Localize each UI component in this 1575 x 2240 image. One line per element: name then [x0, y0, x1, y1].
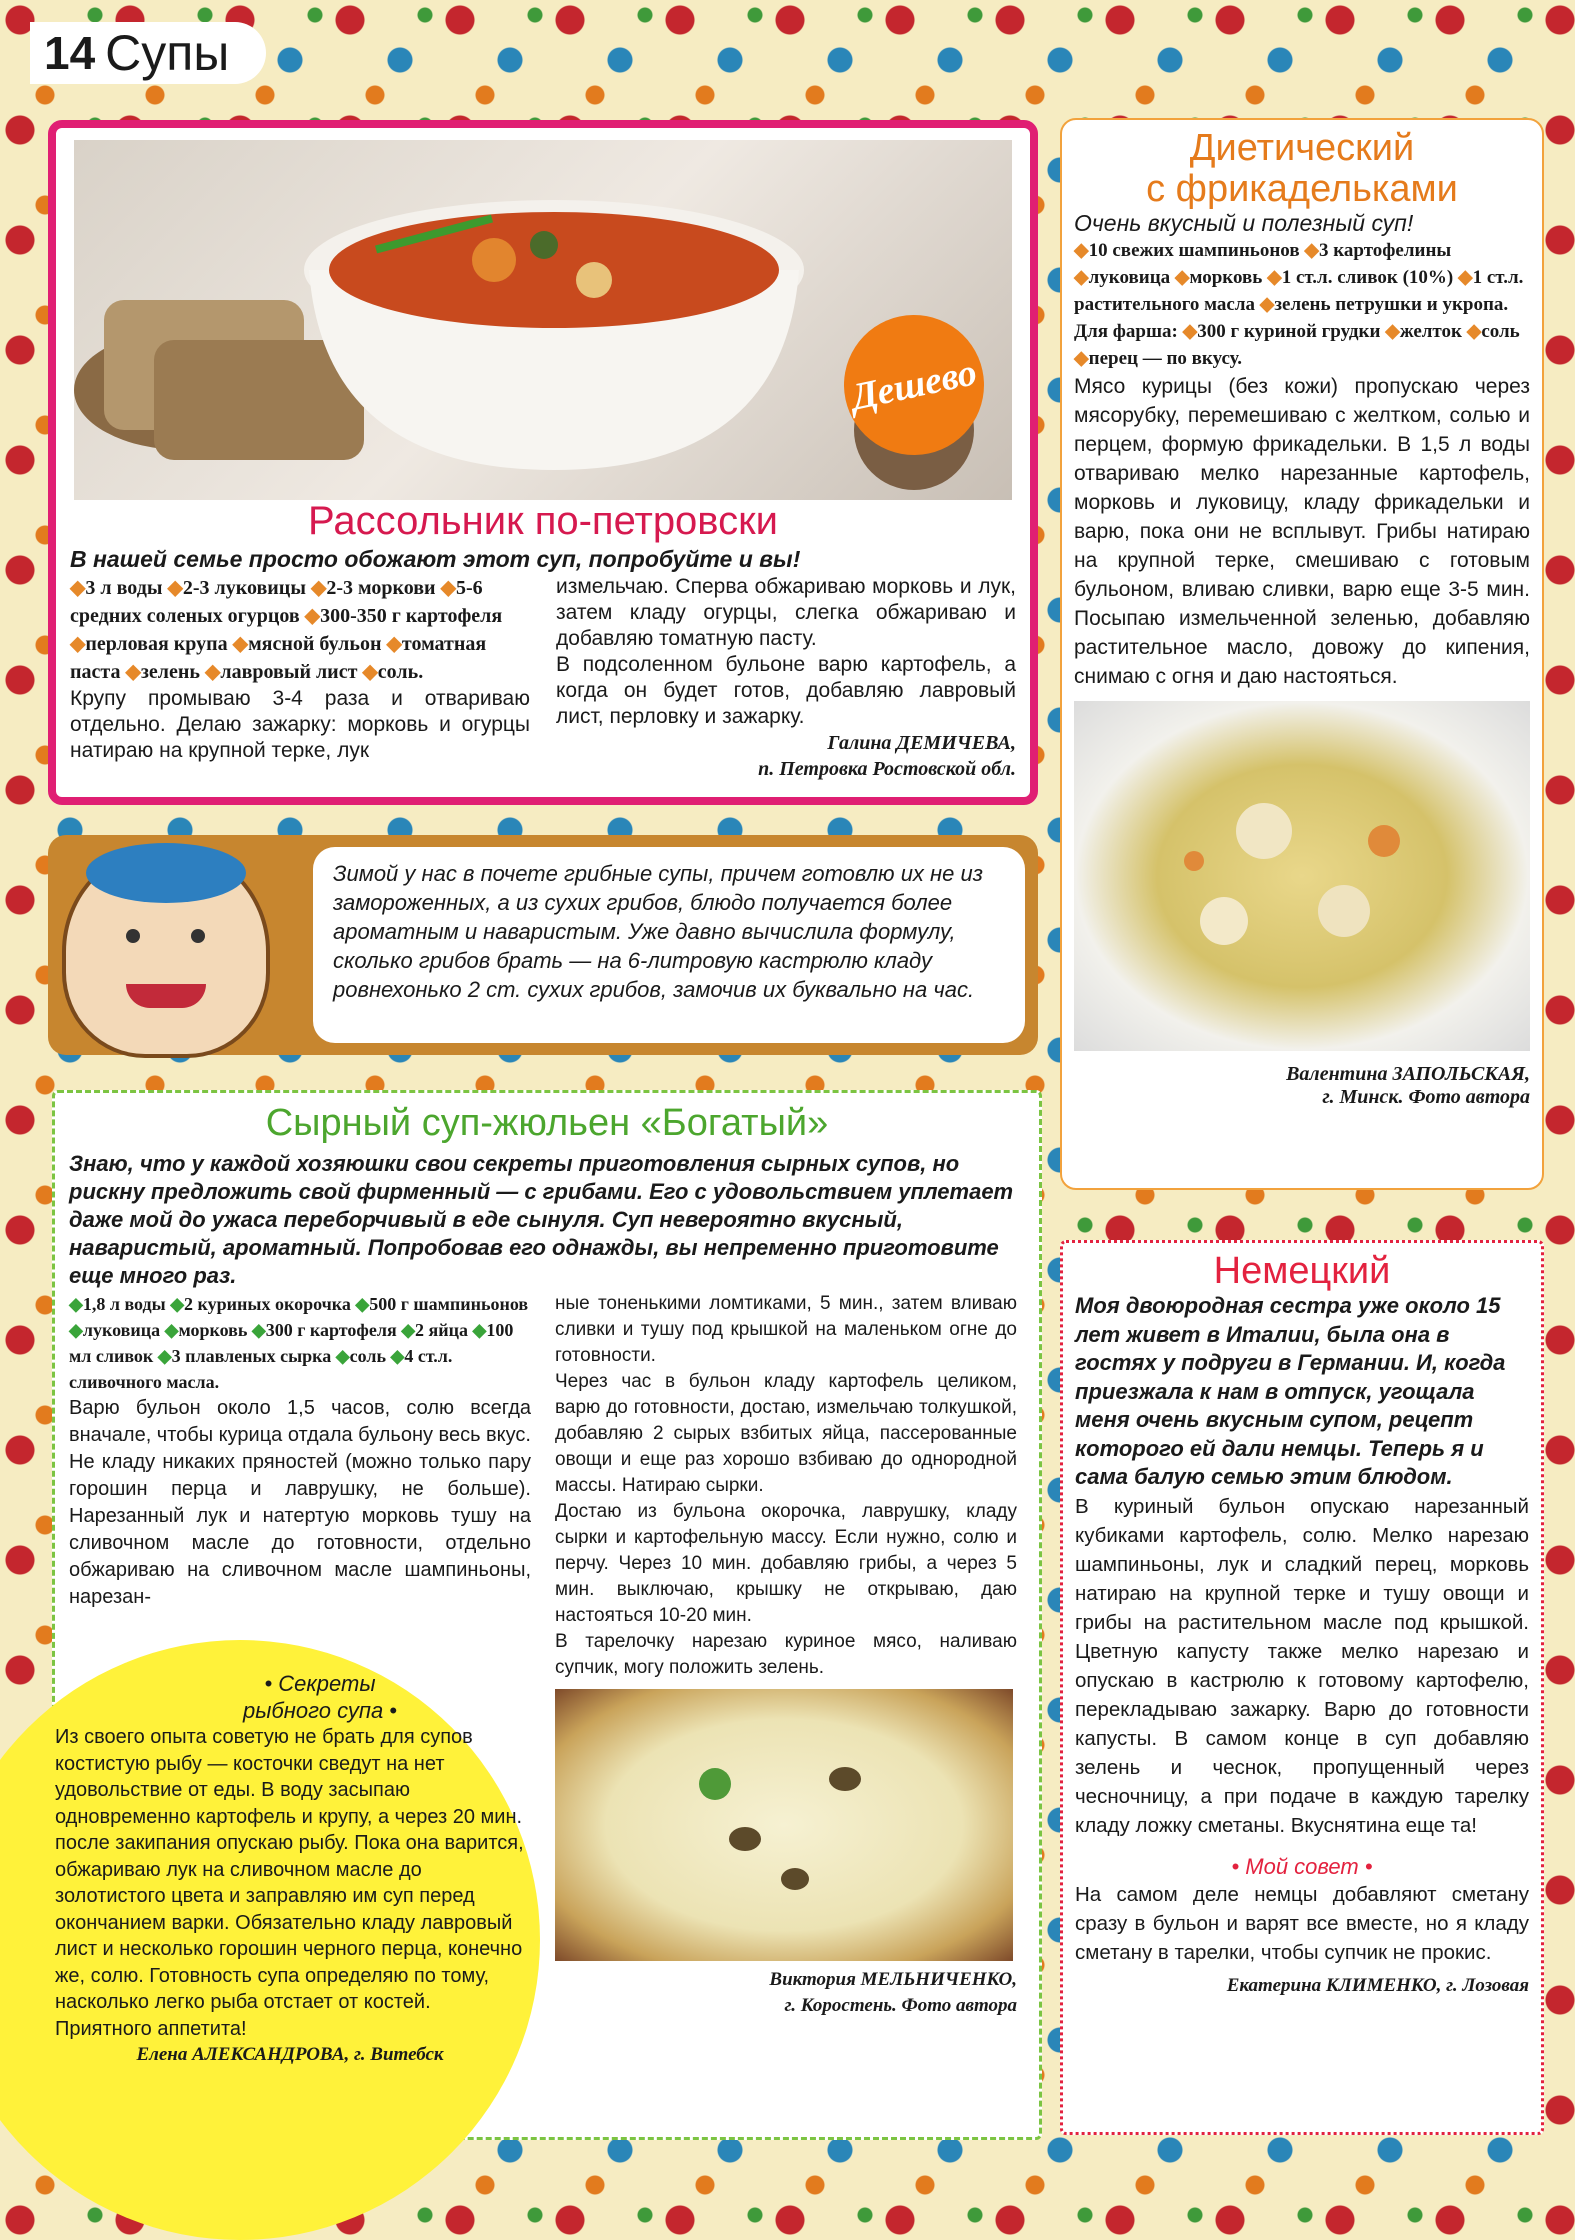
dietic-panel	[1060, 118, 1544, 1190]
tip-banner	[48, 835, 1038, 1055]
cheese-title: Сырный суп-жюльен «Богатый»	[265, 1102, 829, 1144]
rassolnik-author: Галина ДЕМИЧЕВА,	[827, 732, 1016, 754]
rassolnik-col2	[556, 574, 1016, 782]
section-title: Супы	[105, 25, 230, 81]
page-header	[30, 22, 266, 84]
cheese-place: г. Коростень. Фото автора	[784, 1995, 1017, 2016]
badge-label: Дешево	[847, 351, 981, 419]
soup-bowl-illustration	[74, 140, 1012, 500]
fish-secrets-text: Из своего опыта советую не брать для супов костистую рыбу — косточки сведут на нет удовольствие от еды. В воду засыпаю одновременно картофель и крупу, а через 20 мин. после закипания опускаю рыбу. Пока она варится, обжариваю лук на сливочном масле до золотистого цвета и заправляю им суп перед окончанием варки. Обязательно кладу лавровый лист и несколько горошин черного перца, конечно же, солю. Готовность супа определяю по тому, насколько легко рыба отстает от костей. Приятного аппетита!	[55, 1726, 524, 2040]
dietic-intro: Очень вкусный и полезный суп!	[1074, 210, 1414, 237]
dietic-text: Мясо курицы (без кожи) пропускаю через мясорубку, перемешиваю с желтком, солью и перцем, формую фрикадельки. В 1,5 л воды отвариваю мелко нарезанные картофель, морковь и луковицу, кладу фрикадельки и варю, пока они не всплывут. Грибы натираю на крупной терке, смешиваю с готовым бульоном, вливаю сливки, варю еще 3-5 мин. Посыпаю измельченной зеленью, добавляю растительное масло, довожу до кипения, снимаю с огня и даю настояться.	[1074, 375, 1530, 689]
dietic-ingredients: ◆10 свежих шампиньонов ◆3 картофелины ◆луковица ◆морковь ◆1 ст.л. сливок (10%) ◆1 ст.л. растительного масла ◆зелень петрушки и укропа.	[1074, 240, 1524, 316]
cheese-text-e: В тарелочку нарезаю куриное мясо, наливаю супчик, могу положить зелень.	[555, 1631, 1017, 1678]
cheese-col2	[555, 1291, 1017, 2019]
dietic-stuffing: Для фарша: ◆300 г куриной грудки ◆желток ◆соль ◆перец — по вкусу.	[1074, 321, 1520, 370]
dietic-place: г. Минск. Фото автора	[1322, 1086, 1530, 1109]
german-author: Екатерина КЛИМЕНКО, г. Лозовая	[1226, 1974, 1529, 1996]
cheese-soup-illustration	[555, 1689, 1013, 1961]
rassolnik-ingredients: ◆3 л воды ◆2-3 луковицы ◆2-3 моркови ◆5-6 средних соленых огурцов ◆300-350 г картофеля ◆перловая крупа ◆мясной бульон ◆томатная паста ◆зелень ◆лавровый лист ◆соль.	[70, 577, 503, 683]
cheese-text-d: Достаю из бульона окорочка, лаврушку, кладу сырки и картофельную массу. Если нужно, солю и перчу. Через 10 мин. добавляю грибы, а через 5 мин. выключаю, крышку не открываю, даю настояться 10-20 мин.	[555, 1501, 1017, 1626]
rassolnik-intro: В нашей семье просто обожают этот суп, попробуйте и вы!	[70, 546, 801, 572]
page-number: 14	[44, 27, 96, 79]
grandma-avatar	[62, 845, 270, 1058]
cheese-photo	[555, 1689, 1013, 1961]
rassolnik-text-b: измельчаю. Сперва обжариваю морковь и лук, затем кладу огурцы, слегка обжариваю и добавляю томатную пасту.	[556, 575, 1016, 650]
rassolnik-col1	[70, 574, 530, 764]
meatball-soup-illustration	[1074, 701, 1530, 1051]
rassolnik-title: Рассольник по-петровски	[308, 499, 778, 543]
german-advice: На самом деле немцы добавляют сметану сразу в бульон и варят все вместе, но я кладу сметану в тарелки, чтобы супчик не прокис.	[1075, 1882, 1529, 1964]
tip-text: Зимой у нас в почете грибные супы, причем готовлю их не из замороженных, а из сухих грибов, блюдо получается более ароматным и наваристым. Уже давно вычислила формулу, сколько грибов брать — на 6-литровую кастрюлю кладу ровнехонько 2 ст. сухих грибов, замочив их буквально на час.	[333, 861, 983, 1002]
cheese-text-a: Варю бульон около 1,5 часов, солю всегда вначале, чтобы курица отдала бульону весь вкус. Не кладу никаких пряностей (можно только пару горошин перца и лаврушку, не больше). Нарезанный лук и натертую морковь тушу на сливочном масле до готовности, отдельно обжариваю на сливочном масле шампиньоны, нарезан-	[69, 1397, 531, 1608]
fish-secrets-content	[55, 1670, 525, 2069]
cheese-text-c: Через час в бульон кладу картофель целиком, варю до готовности, достаю, измельчаю толкушкой, добавляю 2 сырых взбитых яйца, пассерованные овощи и еще раз хорошо взбиваю до однородной массы. Натираю сырки.	[555, 1371, 1017, 1496]
dietic-author: Валентина ЗАПОЛЬСКАЯ,	[1286, 1063, 1530, 1086]
rassolnik-text-c: В подсоленном бульоне варю картофель, а когда он будет готов, добавляю лавровый лист, перловку и зажарку.	[556, 653, 1016, 728]
fish-secrets-author: Елена АЛЕКСАНДРОВА, г. Витебск	[136, 2044, 444, 2065]
fish-secrets-title: • Секреты рыбного супа •	[243, 1671, 397, 1723]
cheese-text-b: ные тоненькими ломтиками, 5 мин., затем вливаю сливки и тушу под крышкой на маленьком огне до готовности.	[555, 1293, 1017, 1366]
dietic-photo	[1074, 701, 1530, 1051]
rassolnik-place: п. Петровка Ростовской обл.	[758, 758, 1016, 780]
rassolnik-text-a: Крупу промываю 3-4 раза и отвариваю отдельно. Делаю зажарку: морковь и огурцы натираю на крупной терке, лук	[70, 687, 530, 762]
german-text: В куриный бульон опускаю нарезанный кубиками картофель, солю. Мелко нарезаю шампиньоны, лук и сладкий перец, морковь натираю на крупной терке и тушу овощи и грибы на растительном масле под крышкой. Цветную капусту также мелко нарезаю и опускаю в кастрюлю к готовому картофелю, перекладываю зажарку. Варю до готовности капусты. В самом конце в суп добавляю зелень и чеснок, пропущенный через чесночницу, а при подаче в каждую тарелку кладу ложку сметаны. Вкуснятина еще та!	[1075, 1494, 1529, 1837]
cheese-intro: Знаю, что у каждой хозяюшки свои секреты приготовления сырных супов, но рискну предложить свой фирменный — с грибами. Его с удовольствием уплетает даже мой до ужаса переборчивый в еде сынуля. Суп невероятно вкусный, наваристый, ароматный. Попробовав его однажды, вы непременно приготовите еще много раз.	[69, 1151, 1014, 1289]
dietic-title	[1074, 128, 1530, 210]
cheese-ingredients: ◆1,8 л воды ◆2 куриных окорочка ◆500 г шампиньонов ◆луковица ◆морковь ◆300 г картофеля ◆2 яйца ◆100 мл сливок ◆3 плавленых сырка ◆соль ◆4 ст.л. сливочного масла.	[69, 1294, 529, 1392]
tip-speech-bubble	[313, 847, 1025, 1043]
cheese-col1	[69, 1291, 531, 1611]
german-advice-title: • Мой совет •	[1231, 1853, 1373, 1879]
cheese-author: Виктория МЕЛЬНИЧЕНКО,	[769, 1969, 1017, 1990]
dietic-title-line1: Диетический	[1189, 127, 1415, 169]
rassolnik-photo	[74, 140, 1012, 500]
rassolnik-panel	[48, 120, 1038, 805]
german-intro: Моя двоюродная сестра уже около 15 лет живет в Италии, была она в гостях у подруги в Германии. И, когда приезжала к нам в отпуск, угощала меня очень вкусным супом, рецепт которого ей дали немцы. Теперь я и сама балую семью этим блюдом.	[1075, 1293, 1506, 1490]
dietic-title-line2: с фрикадельками	[1146, 168, 1458, 211]
german-title: Немецкий	[1213, 1250, 1391, 1292]
german-panel	[1060, 1240, 1544, 2135]
